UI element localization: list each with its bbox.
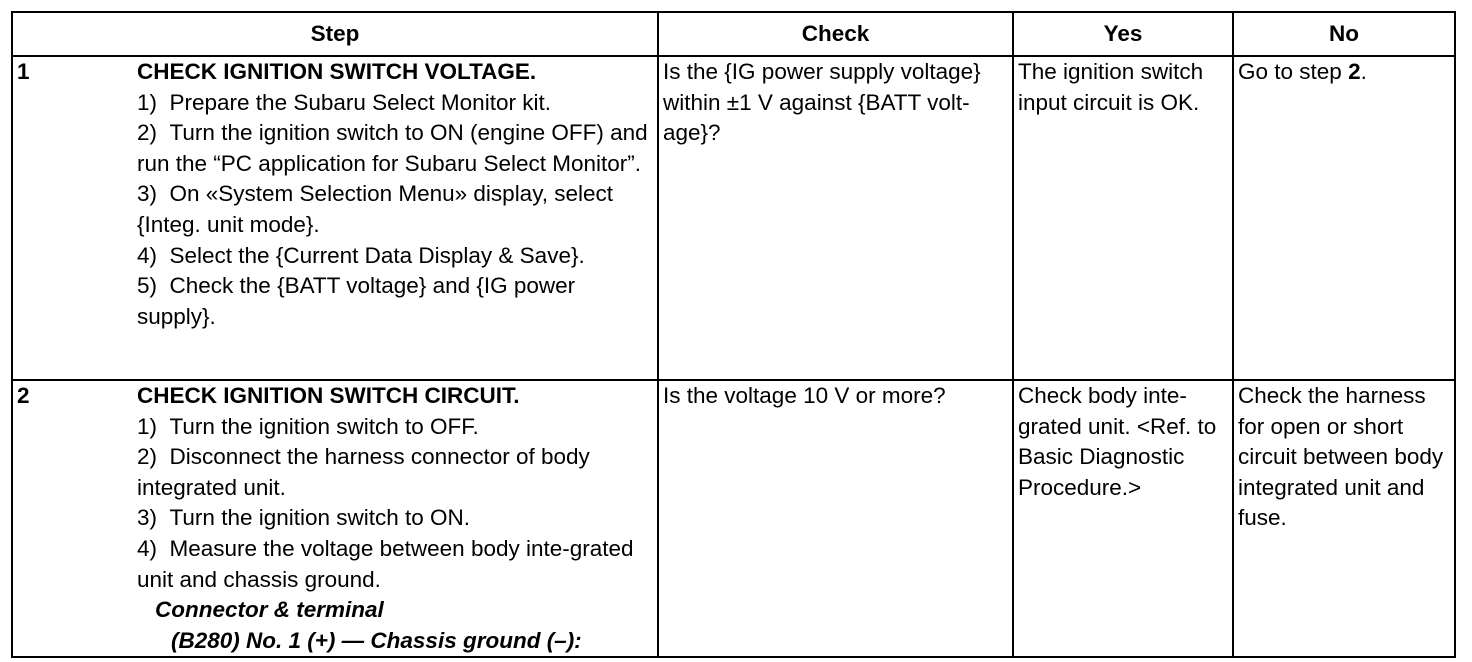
step-instruction: 1) Prepare the Subaru Select Monitor kit.	[137, 89, 551, 115]
step-instruction: 1) Turn the ignition switch to OFF.	[137, 413, 479, 439]
step-number: 2	[17, 383, 30, 408]
yes-text: Check body inte-grated unit. <Ref. to	[1018, 383, 1217, 439]
no-cell	[1233, 56, 1455, 380]
check-cell: Is the voltage 10 V or more?	[658, 380, 1013, 657]
step-instruction: 4) Measure the voltage between body inte-grated unit and chassis ground.	[137, 535, 634, 592]
step-instruction: 4) Select the {Current Data Display & Save}.	[137, 242, 585, 268]
step-title: CHECK IGNITION SWITCH CIRCUIT.	[137, 383, 520, 408]
step-cell	[12, 56, 658, 380]
header-check: Check	[658, 12, 1013, 56]
yes-cell	[1013, 380, 1233, 657]
step-instruction: 5) Check the {BATT voltage} and {IG power supply}.	[137, 273, 576, 329]
no-suffix: .	[1360, 59, 1367, 84]
yes-cell: The ignition switch input circuit is OK.	[1013, 56, 1233, 380]
step-instruction: 3) On «System Selection Menu» display, select {Integ. unit mode}.	[137, 181, 614, 237]
check-cell: Is the {IG power supply voltage} within ±1 V against {BATT volt-age}?	[658, 56, 1013, 380]
step-cell	[12, 380, 658, 657]
table-row	[12, 56, 1455, 380]
table-row	[12, 380, 1455, 657]
yes-reference: Basic Diagnostic Procedure.>	[1018, 444, 1185, 500]
connector-detail: (B280) No. 1 (+) — Chassis ground (–):	[171, 627, 582, 653]
connector-heading: Connector & terminal	[155, 597, 384, 623]
step-instruction: 3) Turn the ignition switch to ON.	[137, 505, 471, 531]
no-cell: Check the harness for open or short circuit between body integrated unit and fuse.	[1233, 380, 1455, 657]
step-instruction: 2) Turn the ignition switch to ON (engine OFF) and run the “PC application for Subaru Select Monitor”.	[137, 120, 648, 176]
goto-step-number: 2	[1348, 59, 1361, 84]
header-row	[12, 12, 1455, 56]
step-instruction: 2) Disconnect the harness connector of body integrated unit.	[137, 444, 590, 500]
step-title: CHECK IGNITION SWITCH VOLTAGE.	[137, 59, 537, 84]
diagnostic-table	[11, 11, 1456, 658]
header-step: Step	[12, 12, 658, 56]
step-number: 1	[17, 59, 30, 84]
header-no: No	[1233, 12, 1455, 56]
no-prefix: Go to step	[1238, 59, 1349, 84]
header-yes: Yes	[1013, 12, 1233, 56]
